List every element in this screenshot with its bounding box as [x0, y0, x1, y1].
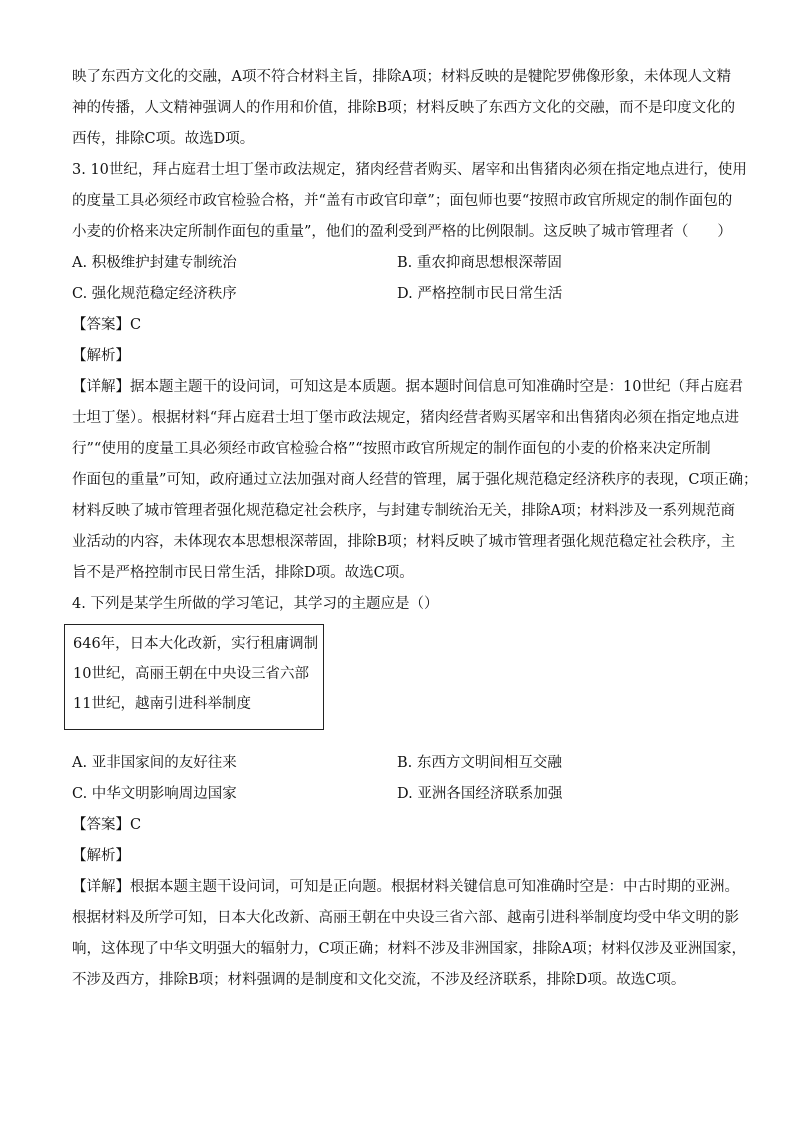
text-line: 材料反映了城市管理者强化规范稳定社会秩序，与封建专制统治无关，排除A项；材料涉及一系列规范商: [72, 503, 735, 519]
question-3-stem: [72, 155, 747, 248]
text-line: 神的传播，人文精神强调人的作用和价值，排除B项；材料反映了东西方文化的交融，而不是印度文化的: [72, 100, 736, 116]
question-3-detail: [72, 372, 758, 589]
text-line: 业活动的内容，未体现农本思想根深蒂固，排除B项；材料反映了城市管理者强化规范稳定社会秩序，主: [72, 534, 736, 550]
note-line: 10世纪，高丽王朝在中央设三省六部: [73, 666, 309, 682]
question-4-analysis-label: 【解析】: [72, 848, 130, 864]
text-line: 小麦的价格来决定所制作面包的重量”，他们的盈利受到严格的比例限制。这反映了城市管理者（ ）: [72, 224, 732, 240]
text-line: 根据材料及所学可知，日本大化改新、高丽王朝在中央设三省六部、越南引进科举制度均受中华文明的影: [72, 910, 739, 926]
text-line: 不涉及西方，排除B项；材料强调的是制度和文化交流，不涉及经济联系，排除D项。故选C项。: [72, 972, 686, 988]
question-4-options-row-2: [72, 779, 726, 810]
page-content: [72, 62, 758, 996]
study-notes-box: [64, 624, 324, 730]
text-line: 映了东西方文化的交融，A项不符合材料主旨，排除A项；材料反映的是犍陀罗佛像形象，未体现人文精: [72, 69, 731, 85]
question-4-detail: [72, 872, 747, 996]
option-d: D. 亚洲各国经济联系加强: [397, 786, 563, 802]
question-3-options-row-1: [72, 248, 726, 279]
question-4-options-row-1: [72, 748, 726, 779]
question-4-stem: [72, 589, 726, 620]
text-line: 【详解】根据本题主题干设问词，可知是正向题。根据材料关键信息可知准确时空是：中古时期的亚洲。: [72, 879, 739, 895]
note-line: 646年，日本大化改新，实行租庸调制: [73, 636, 319, 652]
text-line: 响，这体现了中华文明强大的辐射力，C项正确；材料不涉及非洲国家，排除A项；材料仅涉及亚洲国家，: [72, 941, 747, 957]
text-line: 旨不是严格控制市民日常生活，排除D项。故选C项。: [72, 565, 414, 581]
question-3-options-row-2: [72, 279, 726, 310]
note-line: 11世纪，越南引进科举制度: [73, 696, 251, 712]
question-4-answer: 【答案】C: [72, 817, 142, 833]
text-line: 4. 下列是某学生所做的学习笔记，其学习的主题应是（）: [72, 596, 439, 612]
text-line: 【详解】据本题主题干的设问词，可知这是本质题。据本题时间信息可知准确时空是：10世纪（拜占庭君: [72, 379, 743, 395]
option-c: C. 强化规范稳定经济秩序: [72, 286, 237, 302]
question-3-answer: 【答案】C: [72, 317, 142, 333]
option-b: B. 东西方文明间相互交融: [397, 755, 562, 771]
spacer: [72, 730, 726, 748]
option-b: B. 重农抑商思想根深蒂固: [397, 255, 562, 271]
text-line: 西传，排除C项。故选D项。: [72, 131, 255, 147]
text-line: 3. 10世纪，拜占庭君士坦丁堡市政法规定，猪肉经营者购买、屠宰和出售猪肉必须在指定地点进行，使用: [72, 162, 747, 178]
question-3-analysis-label: 【解析】: [72, 348, 130, 364]
text-line: 作面包的重量”可知，政府通过立法加强对商人经营的管理，属于强化规范稳定经济秩序的表现，C项正确；: [72, 472, 758, 488]
option-c: C. 中华文明影响周边国家: [72, 786, 237, 802]
text-line: 行”“使用的度量工具必须经市政官检验合格”“按照市政官所规定的制作面包的小麦的价格来决定所制: [72, 441, 711, 457]
option-a: A. 积极维护封建专制统治: [72, 255, 237, 271]
option-d: D. 严格控制市民日常生活: [397, 286, 563, 302]
option-a: A. 亚非国家间的友好往来: [72, 755, 237, 771]
text-line: 士坦丁堡）。根据材料“拜占庭君士坦丁堡市政法规定，猪肉经营者购买屠宰和出售猪肉必须在指定地点进: [72, 410, 740, 426]
text-line: 的度量工具必须经市政官检验合格，并“盖有市政官印章”；面包师也要“按照市政官所规定的制作面包的: [72, 193, 733, 209]
previous-analysis: [72, 62, 736, 155]
